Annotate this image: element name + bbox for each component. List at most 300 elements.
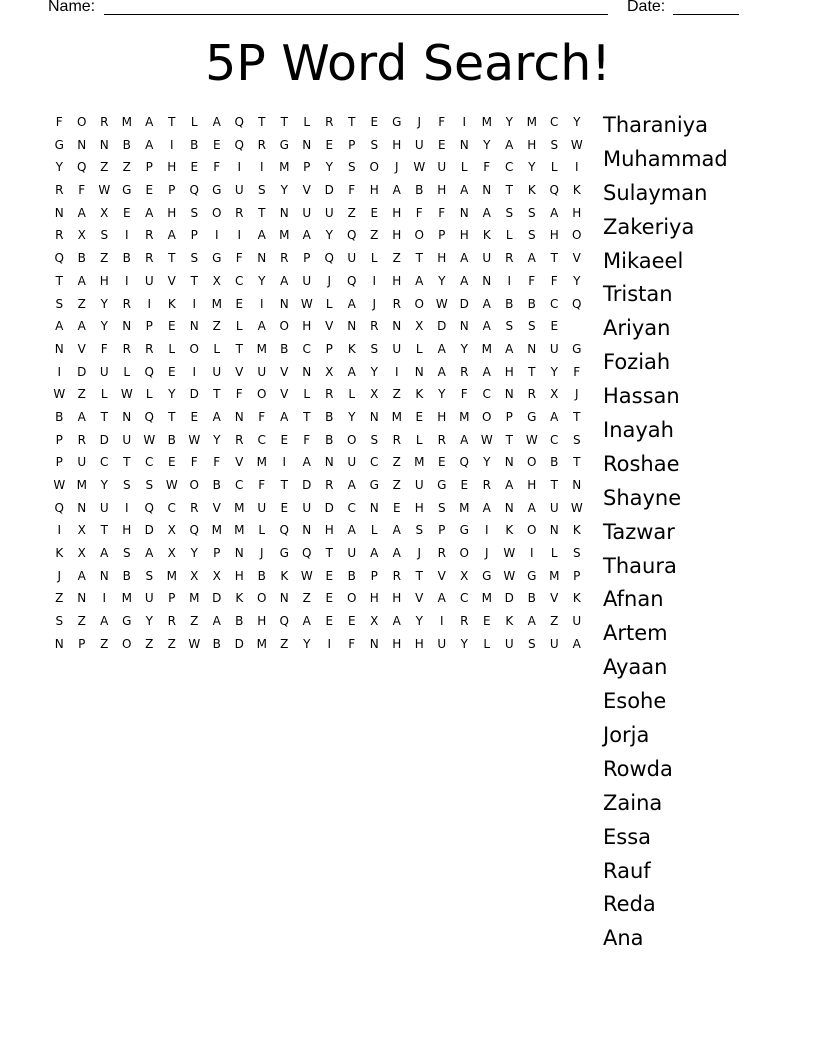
grid-letter[interactable]: A <box>392 183 401 198</box>
grid-letter[interactable]: A <box>145 115 154 129</box>
grid-letter[interactable]: P <box>348 137 356 152</box>
grid-letter[interactable]: L <box>415 341 423 356</box>
grid-letter[interactable]: F <box>415 205 423 220</box>
grid-letter[interactable]: I <box>507 273 512 288</box>
grid-letter[interactable]: I <box>259 296 264 311</box>
grid-letter[interactable]: W <box>413 160 426 175</box>
grid-letter[interactable]: N <box>302 137 312 152</box>
grid-letter[interactable]: E <box>145 183 154 198</box>
grid-letter[interactable]: T <box>55 273 63 288</box>
grid-letter[interactable]: J <box>417 546 422 561</box>
grid-letter[interactable]: P <box>370 568 378 583</box>
grid-letter[interactable]: O <box>122 636 132 651</box>
grid-letter[interactable]: N <box>77 500 87 515</box>
grid-letter[interactable]: H <box>167 205 177 220</box>
grid-letter[interactable]: N <box>504 387 514 402</box>
grid-letter[interactable]: Z <box>347 205 356 220</box>
grid-letter[interactable]: T <box>415 568 423 583</box>
grid-letter[interactable]: Z <box>145 636 154 651</box>
grid-letter[interactable]: U <box>257 364 267 379</box>
grid-letter[interactable]: C <box>167 500 176 515</box>
grid-letter[interactable]: M <box>279 160 290 175</box>
grid-letter[interactable]: L <box>168 341 176 356</box>
grid-letter[interactable]: B <box>325 409 334 424</box>
grid-letter[interactable]: Z <box>77 387 86 402</box>
grid-letter[interactable]: V <box>437 568 446 583</box>
grid-letter[interactable]: R <box>460 364 469 379</box>
grid-letter[interactable]: H <box>257 614 267 629</box>
grid-letter[interactable]: F <box>78 183 86 198</box>
grid-letter[interactable]: R <box>325 115 334 129</box>
grid-letter[interactable]: D <box>324 183 334 198</box>
grid-letter[interactable]: M <box>76 478 87 492</box>
grid-letter[interactable]: G <box>279 137 289 152</box>
grid-letter[interactable]: N <box>549 523 559 538</box>
grid-letter[interactable]: E <box>167 319 176 334</box>
grid-letter[interactable]: X <box>77 523 86 538</box>
grid-letter[interactable]: N <box>189 319 199 334</box>
grid-letter[interactable]: T <box>303 409 311 424</box>
grid-letter[interactable]: Y <box>100 319 108 334</box>
grid-letter[interactable]: M <box>166 568 177 583</box>
grid-letter[interactable]: C <box>550 296 559 311</box>
grid-letter[interactable]: N <box>302 364 312 379</box>
grid-letter[interactable]: I <box>394 364 399 379</box>
grid-letter[interactable]: Y <box>280 183 288 198</box>
grid-letter[interactable]: N <box>392 319 402 334</box>
grid-letter[interactable]: F <box>460 387 468 402</box>
grid-letter[interactable]: Z <box>100 636 109 651</box>
grid-letter[interactable]: B <box>122 251 131 266</box>
grid-letter[interactable]: N <box>99 568 109 583</box>
grid-letter[interactable]: M <box>526 115 537 129</box>
grid-letter[interactable]: C <box>482 387 491 402</box>
grid-letter[interactable]: A <box>347 364 356 379</box>
grid-letter[interactable]: A <box>392 546 401 561</box>
grid-letter[interactable]: Y <box>573 273 581 288</box>
grid-letter[interactable]: P <box>303 251 311 266</box>
grid-letter[interactable]: X <box>190 568 199 583</box>
grid-letter[interactable]: X <box>212 273 221 288</box>
date-field[interactable] <box>673 14 739 15</box>
grid-letter[interactable]: Q <box>144 409 154 424</box>
grid-letter[interactable]: M <box>256 341 267 356</box>
grid-letter[interactable]: N <box>504 500 514 515</box>
grid-letter[interactable]: W <box>188 636 201 651</box>
grid-letter[interactable]: J <box>417 115 422 129</box>
grid-letter[interactable]: E <box>280 500 289 515</box>
grid-letter[interactable]: B <box>325 432 334 447</box>
grid-letter[interactable]: M <box>481 341 492 356</box>
grid-letter[interactable]: D <box>437 319 447 334</box>
grid-letter[interactable]: U <box>144 273 154 288</box>
grid-letter[interactable]: G <box>527 409 537 424</box>
grid-letter[interactable]: E <box>190 160 199 175</box>
grid-letter[interactable]: A <box>482 500 491 515</box>
grid-letter[interactable]: T <box>505 432 513 447</box>
grid-letter[interactable]: H <box>572 205 582 220</box>
grid-letter[interactable]: Y <box>303 636 311 651</box>
grid-letter[interactable]: W <box>570 500 583 515</box>
grid-letter[interactable]: R <box>437 432 446 447</box>
grid-letter[interactable]: U <box>257 500 267 515</box>
grid-letter[interactable]: B <box>122 137 131 152</box>
grid-letter[interactable]: E <box>325 568 334 583</box>
grid-letter[interactable]: R <box>437 546 446 561</box>
grid-letter[interactable]: W <box>188 432 201 447</box>
grid-letter[interactable]: B <box>257 568 266 583</box>
grid-letter[interactable]: X <box>167 523 176 538</box>
grid-letter[interactable]: O <box>527 523 537 538</box>
grid-letter[interactable]: H <box>369 591 379 606</box>
grid-letter[interactable]: S <box>527 636 536 651</box>
grid-letter[interactable]: I <box>327 636 332 651</box>
grid-letter[interactable]: H <box>414 636 424 651</box>
grid-letter[interactable]: A <box>572 636 581 651</box>
grid-letter[interactable]: P <box>325 341 333 356</box>
grid-letter[interactable]: R <box>77 432 86 447</box>
grid-letter[interactable]: U <box>437 160 447 175</box>
grid-letter[interactable]: A <box>212 115 221 129</box>
grid-letter[interactable]: E <box>325 137 334 152</box>
grid-letter[interactable]: R <box>505 251 514 266</box>
grid-letter[interactable]: N <box>347 319 357 334</box>
grid-letter[interactable]: S <box>55 614 64 629</box>
grid-letter[interactable]: T <box>528 364 536 379</box>
grid-letter[interactable]: O <box>572 228 582 243</box>
grid-letter[interactable]: S <box>122 546 131 561</box>
grid-letter[interactable]: N <box>122 319 132 334</box>
grid-letter[interactable]: S <box>100 228 109 243</box>
grid-letter[interactable]: S <box>527 228 536 243</box>
grid-letter[interactable]: D <box>302 478 312 492</box>
grid-letter[interactable]: O <box>459 546 469 561</box>
grid-letter[interactable]: L <box>370 523 378 538</box>
grid-letter[interactable]: V <box>550 591 559 606</box>
grid-letter[interactable]: P <box>213 546 221 561</box>
grid-letter[interactable]: D <box>504 591 514 606</box>
grid-letter[interactable]: H <box>167 160 177 175</box>
grid-letter[interactable]: F <box>213 160 221 175</box>
grid-letter[interactable]: U <box>302 273 312 288</box>
grid-letter[interactable]: T <box>573 409 581 424</box>
grid-letter[interactable]: Z <box>280 636 289 651</box>
grid-letter[interactable]: G <box>279 546 289 561</box>
grid-letter[interactable]: Y <box>325 228 333 243</box>
grid-letter[interactable]: L <box>258 523 266 538</box>
grid-letter[interactable]: F <box>348 636 356 651</box>
grid-letter[interactable]: M <box>279 228 290 243</box>
grid-letter[interactable]: M <box>121 115 132 129</box>
grid-letter[interactable]: A <box>145 205 154 220</box>
grid-letter[interactable]: G <box>482 568 492 583</box>
grid-letter[interactable]: X <box>550 387 559 402</box>
grid-letter[interactable]: L <box>550 546 558 561</box>
grid-letter[interactable]: P <box>573 568 581 583</box>
grid-letter[interactable]: C <box>550 432 559 447</box>
grid-letter[interactable]: P <box>438 228 446 243</box>
grid-letter[interactable]: I <box>529 546 534 561</box>
grid-letter[interactable]: T <box>100 523 108 538</box>
grid-letter[interactable]: J <box>394 160 399 175</box>
grid-letter[interactable]: B <box>77 251 86 266</box>
grid-letter[interactable]: A <box>145 137 154 152</box>
grid-letter[interactable]: A <box>460 432 469 447</box>
grid-letter[interactable]: H <box>302 319 312 334</box>
grid-letter[interactable]: Y <box>258 273 266 288</box>
grid-letter[interactable]: R <box>280 251 289 266</box>
grid-letter[interactable]: I <box>237 228 242 243</box>
grid-letter[interactable]: Y <box>460 636 468 651</box>
grid-letter[interactable]: L <box>505 228 513 243</box>
grid-letter[interactable]: H <box>459 228 469 243</box>
grid-letter[interactable]: W <box>143 432 156 447</box>
grid-letter[interactable]: C <box>550 115 559 129</box>
grid-letter[interactable]: F <box>438 115 446 129</box>
grid-letter[interactable]: B <box>415 183 424 198</box>
grid-letter[interactable]: D <box>189 387 199 402</box>
grid-letter[interactable]: I <box>124 500 129 515</box>
grid-letter[interactable]: A <box>212 409 221 424</box>
grid-letter[interactable]: U <box>482 251 492 266</box>
grid-letter[interactable]: A <box>77 409 86 424</box>
grid-letter[interactable]: T <box>505 183 513 198</box>
grid-letter[interactable]: F <box>528 273 536 288</box>
grid-letter[interactable]: E <box>415 409 424 424</box>
grid-letter[interactable]: A <box>100 546 109 561</box>
grid-letter[interactable]: V <box>280 364 289 379</box>
grid-letter[interactable]: Z <box>392 478 401 492</box>
grid-letter[interactable]: S <box>415 523 424 538</box>
grid-letter[interactable]: N <box>482 273 492 288</box>
grid-letter[interactable]: Z <box>55 591 64 606</box>
grid-letter[interactable]: I <box>124 228 129 243</box>
grid-letter[interactable]: D <box>99 432 109 447</box>
grid-letter[interactable]: B <box>527 591 536 606</box>
grid-letter[interactable]: I <box>439 614 444 629</box>
grid-letter[interactable]: E <box>437 137 446 152</box>
grid-letter[interactable]: F <box>348 183 356 198</box>
grid-letter[interactable]: Q <box>324 251 334 266</box>
grid-letter[interactable]: A <box>347 296 356 311</box>
grid-letter[interactable]: Z <box>370 228 379 243</box>
grid-letter[interactable]: H <box>392 273 402 288</box>
grid-letter[interactable]: Q <box>279 614 289 629</box>
grid-letter[interactable]: V <box>212 500 221 515</box>
grid-letter[interactable]: M <box>211 296 222 311</box>
grid-letter[interactable]: M <box>256 455 267 470</box>
grid-letter[interactable]: M <box>459 500 470 515</box>
grid-letter[interactable]: Z <box>392 455 401 470</box>
grid-letter[interactable]: E <box>437 455 446 470</box>
grid-letter[interactable]: B <box>235 614 244 629</box>
grid-letter[interactable]: Q <box>54 500 64 515</box>
grid-letter[interactable]: X <box>77 228 86 243</box>
grid-letter[interactable]: G <box>212 251 222 266</box>
grid-letter[interactable]: R <box>392 568 401 583</box>
grid-letter[interactable]: V <box>572 251 581 266</box>
grid-letter[interactable]: Z <box>167 636 176 651</box>
grid-letter[interactable]: Z <box>392 387 401 402</box>
grid-letter[interactable]: X <box>460 568 469 583</box>
grid-letter[interactable]: L <box>370 251 378 266</box>
grid-letter[interactable]: I <box>124 273 129 288</box>
grid-letter[interactable]: U <box>212 364 222 379</box>
grid-letter[interactable]: B <box>167 432 176 447</box>
grid-letter[interactable]: U <box>324 205 334 220</box>
grid-letter[interactable]: K <box>572 523 581 538</box>
grid-letter[interactable]: S <box>527 205 536 220</box>
grid-letter[interactable]: I <box>169 137 174 152</box>
grid-letter[interactable]: S <box>145 478 154 492</box>
grid-letter[interactable]: J <box>57 568 62 583</box>
grid-letter[interactable]: N <box>54 341 64 356</box>
grid-letter[interactable]: H <box>392 636 402 651</box>
grid-letter[interactable]: R <box>145 228 154 243</box>
grid-letter[interactable]: N <box>54 205 64 220</box>
grid-letter[interactable]: V <box>77 341 86 356</box>
grid-letter[interactable]: E <box>482 614 491 629</box>
grid-letter[interactable]: U <box>99 364 109 379</box>
grid-letter[interactable]: L <box>100 387 108 402</box>
grid-letter[interactable]: C <box>460 591 469 606</box>
grid-letter[interactable]: Y <box>483 137 491 152</box>
grid-letter[interactable]: Y <box>100 478 108 492</box>
grid-letter[interactable]: G <box>212 183 222 198</box>
grid-letter[interactable]: S <box>347 160 356 175</box>
grid-letter[interactable]: P <box>55 455 63 470</box>
grid-letter[interactable]: E <box>280 432 289 447</box>
grid-letter[interactable]: Y <box>370 364 378 379</box>
grid-letter[interactable]: N <box>257 251 267 266</box>
grid-letter[interactable]: A <box>370 546 379 561</box>
grid-letter[interactable]: A <box>145 546 154 561</box>
grid-letter[interactable]: S <box>370 432 379 447</box>
grid-letter[interactable]: R <box>235 205 244 220</box>
grid-letter[interactable]: U <box>302 500 312 515</box>
grid-letter[interactable]: A <box>550 409 559 424</box>
grid-letter[interactable]: W <box>98 183 111 198</box>
grid-letter[interactable]: T <box>415 251 423 266</box>
grid-letter[interactable]: M <box>481 591 492 606</box>
grid-letter[interactable]: R <box>167 614 176 629</box>
grid-letter[interactable]: U <box>504 636 514 651</box>
grid-letter[interactable]: Y <box>55 160 63 175</box>
grid-letter[interactable]: P <box>168 591 176 606</box>
grid-letter[interactable]: Z <box>190 614 199 629</box>
grid-letter[interactable]: K <box>527 183 536 198</box>
grid-letter[interactable]: J <box>484 546 489 561</box>
grid-letter[interactable]: Z <box>302 591 311 606</box>
grid-letter[interactable]: Q <box>144 364 154 379</box>
grid-letter[interactable]: Y <box>528 160 536 175</box>
grid-letter[interactable]: C <box>505 160 514 175</box>
grid-letter[interactable]: E <box>550 319 559 334</box>
grid-letter[interactable]: Y <box>483 455 491 470</box>
grid-letter[interactable]: L <box>235 319 243 334</box>
grid-letter[interactable]: L <box>550 160 558 175</box>
grid-letter[interactable]: I <box>372 273 377 288</box>
grid-letter[interactable]: F <box>438 205 446 220</box>
grid-letter[interactable]: N <box>122 409 132 424</box>
grid-letter[interactable]: T <box>550 478 558 492</box>
grid-letter[interactable]: P <box>145 160 153 175</box>
grid-letter[interactable]: H <box>99 273 109 288</box>
grid-letter[interactable]: U <box>234 183 244 198</box>
grid-letter[interactable]: K <box>572 183 581 198</box>
grid-letter[interactable]: E <box>167 364 176 379</box>
grid-letter[interactable]: I <box>192 296 197 311</box>
grid-letter[interactable]: N <box>369 500 379 515</box>
grid-letter[interactable]: T <box>190 273 198 288</box>
grid-letter[interactable]: J <box>372 296 377 311</box>
grid-letter[interactable]: A <box>77 273 86 288</box>
grid-letter[interactable]: V <box>302 183 311 198</box>
grid-letter[interactable]: B <box>55 409 64 424</box>
grid-letter[interactable]: A <box>212 614 221 629</box>
grid-letter[interactable]: R <box>325 387 334 402</box>
grid-letter[interactable]: S <box>122 478 131 492</box>
grid-letter[interactable]: T <box>348 115 356 129</box>
grid-letter[interactable]: T <box>325 546 333 561</box>
grid-letter[interactable]: I <box>462 115 467 129</box>
grid-letter[interactable]: U <box>122 432 132 447</box>
grid-letter[interactable]: E <box>190 409 199 424</box>
grid-letter[interactable]: U <box>347 546 357 561</box>
grid-letter[interactable]: A <box>505 137 514 152</box>
grid-letter[interactable]: B <box>280 341 289 356</box>
grid-letter[interactable]: T <box>235 341 243 356</box>
grid-letter[interactable]: Y <box>100 296 108 311</box>
grid-letter[interactable]: T <box>258 115 266 129</box>
grid-letter[interactable]: A <box>527 614 536 629</box>
grid-letter[interactable]: C <box>235 273 244 288</box>
grid-letter[interactable]: L <box>190 115 198 129</box>
grid-letter[interactable]: O <box>347 432 357 447</box>
grid-letter[interactable]: U <box>77 455 87 470</box>
grid-letter[interactable]: R <box>392 296 401 311</box>
grid-letter[interactable]: R <box>482 478 491 492</box>
grid-letter[interactable]: Q <box>189 523 199 538</box>
grid-letter[interactable]: G <box>459 523 469 538</box>
grid-letter[interactable]: B <box>347 568 356 583</box>
grid-letter[interactable]: R <box>235 432 244 447</box>
grid-letter[interactable]: G <box>54 137 64 152</box>
grid-letter[interactable]: P <box>190 228 198 243</box>
grid-letter[interactable]: N <box>234 409 244 424</box>
grid-letter[interactable]: K <box>415 387 424 402</box>
grid-letter[interactable]: N <box>414 364 424 379</box>
grid-letter[interactable]: G <box>392 115 402 129</box>
grid-letter[interactable]: R <box>55 183 64 198</box>
grid-letter[interactable]: P <box>303 160 311 175</box>
grid-letter[interactable]: E <box>325 614 334 629</box>
grid-letter[interactable]: I <box>574 160 579 175</box>
grid-letter[interactable]: A <box>280 409 289 424</box>
grid-letter[interactable]: P <box>145 319 153 334</box>
grid-letter[interactable]: U <box>144 591 154 606</box>
grid-letter[interactable]: F <box>190 455 198 470</box>
grid-letter[interactable]: A <box>460 183 469 198</box>
grid-letter[interactable]: V <box>235 455 244 470</box>
grid-letter[interactable]: T <box>258 205 266 220</box>
grid-letter[interactable]: K <box>55 546 64 561</box>
grid-letter[interactable]: L <box>303 115 311 129</box>
grid-letter[interactable]: R <box>257 137 266 152</box>
grid-letter[interactable]: C <box>302 341 311 356</box>
grid-letter[interactable]: N <box>482 183 492 198</box>
grid-letter[interactable]: M <box>234 523 245 538</box>
